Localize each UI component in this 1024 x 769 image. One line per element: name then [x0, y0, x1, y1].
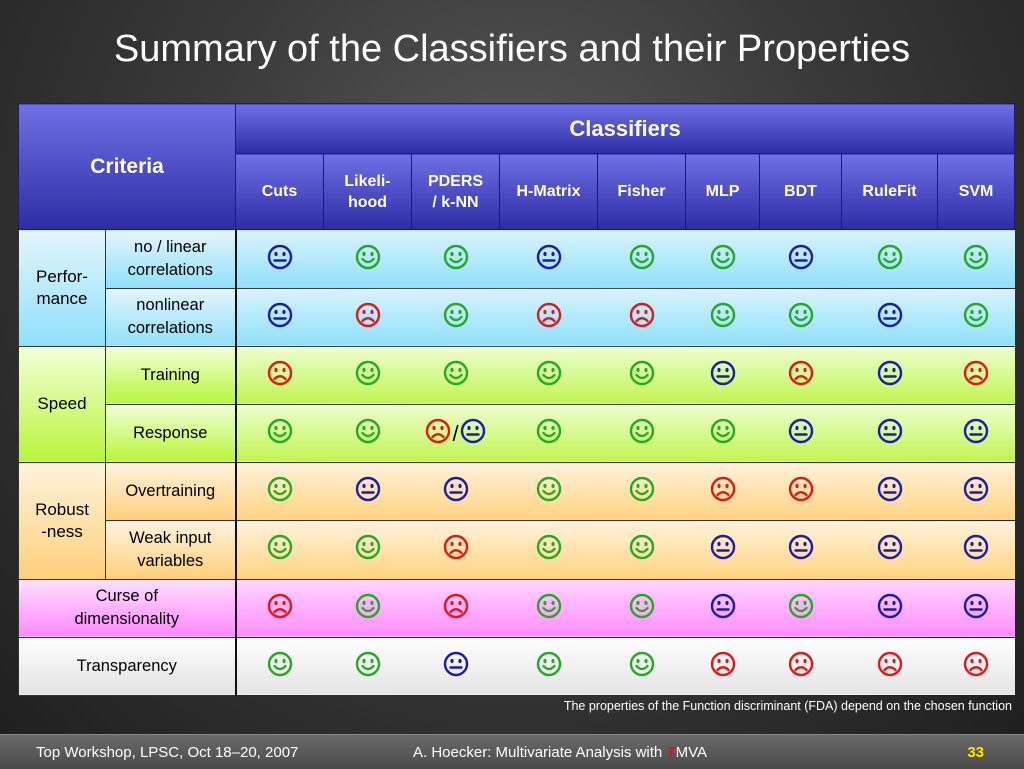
rating-cell [236, 346, 324, 404]
sad-face-icon [443, 534, 469, 565]
happy-face-icon [710, 244, 736, 275]
rating-cell [938, 463, 1015, 521]
rating-cell [842, 404, 938, 462]
rating-cell [500, 346, 598, 404]
rating-cell [236, 521, 324, 579]
rating-cell [760, 346, 842, 404]
rating-cell [324, 404, 412, 462]
rating-cell [412, 637, 500, 695]
rating-cell [760, 230, 842, 288]
classifier-header: PDERS / k-NN [412, 154, 500, 230]
neutral-face-icon [710, 534, 736, 565]
rating-cell [686, 288, 760, 346]
rating-cell [686, 521, 760, 579]
neutral-face-icon [963, 534, 989, 565]
happy-face-icon [629, 244, 655, 275]
sad-face-icon [788, 360, 814, 391]
happy-face-icon [629, 593, 655, 624]
rating-cell [236, 404, 324, 462]
happy-face-icon [443, 360, 469, 391]
rating-cell [938, 521, 1015, 579]
happy-face-icon [536, 593, 562, 624]
sad-face-icon [788, 476, 814, 507]
rating-cell [686, 579, 760, 637]
footer-event: Top Workshop, LPSC, Oct 18–20, 2007 [36, 744, 299, 761]
rating-cell [842, 346, 938, 404]
happy-face-icon [629, 651, 655, 682]
rating-cell [500, 463, 598, 521]
rating-cell [938, 346, 1015, 404]
rating-cell [324, 288, 412, 346]
rating-cell [760, 288, 842, 346]
footer-author-text: A. Hoecker: Multivariate Analysis with [413, 744, 667, 761]
rating-cell [686, 404, 760, 462]
page-title: Summary of the Classifiers and their Properties [113, 28, 911, 70]
classifier-header: BDT [760, 154, 842, 230]
happy-face-icon [788, 593, 814, 624]
neutral-face-icon [443, 651, 469, 682]
happy-face-icon [355, 593, 381, 624]
footer-brand-rest: MVA [675, 744, 708, 761]
rating-cell [842, 637, 938, 695]
rating-cell [412, 230, 500, 288]
classifier-header: RuleFit [842, 154, 938, 230]
criterion-row [19, 579, 1015, 637]
rating-cell [760, 404, 842, 462]
neutral-face-icon [963, 476, 989, 507]
rating-cell [236, 579, 324, 637]
rating-cell [938, 404, 1015, 462]
neutral-face-icon [877, 418, 903, 449]
classifier-header: Likeli- hood [324, 154, 412, 230]
happy-face-icon [536, 476, 562, 507]
rating-cell [412, 346, 500, 404]
neutral-face-icon [710, 360, 736, 391]
happy-face-icon [267, 418, 293, 449]
happy-face-icon [963, 244, 989, 275]
happy-face-icon [355, 534, 381, 565]
sad-face-icon [963, 360, 989, 391]
category-label: Speed [19, 346, 106, 462]
happy-face-icon [355, 418, 381, 449]
criterion-label: Transparency [19, 637, 236, 695]
rating-cell [324, 637, 412, 695]
rating-cell [412, 579, 500, 637]
rating-cell [842, 521, 938, 579]
rating-cell [324, 346, 412, 404]
happy-face-icon [629, 534, 655, 565]
rating-cell [500, 404, 598, 462]
classifier-header: Fisher [598, 154, 686, 230]
classifier-header: H-Matrix [500, 154, 598, 230]
category-label: Robust -ness [19, 463, 106, 579]
rating-cell [842, 288, 938, 346]
neutral-face-icon [267, 302, 293, 333]
happy-face-icon [710, 418, 736, 449]
happy-face-icon [267, 534, 293, 565]
rating-cell [760, 521, 842, 579]
rating-cell [598, 521, 686, 579]
sad-face-icon [267, 360, 293, 391]
sad-face-icon [788, 651, 814, 682]
sad-face-icon [877, 651, 903, 682]
page-number: 33 [967, 744, 984, 761]
neutral-face-icon [355, 476, 381, 507]
rating-cell [598, 346, 686, 404]
neutral-face-icon [963, 593, 989, 624]
criterion-row [19, 521, 1015, 579]
sad-face-icon [536, 302, 562, 333]
rating-cell [938, 288, 1015, 346]
rating-cell [500, 637, 598, 695]
happy-face-icon [877, 244, 903, 275]
sad-face-icon [963, 651, 989, 682]
rating-cell [842, 230, 938, 288]
criterion-row [19, 230, 1015, 288]
neutral-face-icon [788, 534, 814, 565]
rating-cell [938, 579, 1015, 637]
rating-cell [686, 463, 760, 521]
neutral-face-icon [788, 418, 814, 449]
sad-face-icon [443, 593, 469, 624]
rating-cell [324, 463, 412, 521]
happy-face-icon [355, 244, 381, 275]
sad-face-icon [710, 476, 736, 507]
criterion-row [19, 637, 1015, 695]
neutral-face-icon [877, 302, 903, 333]
neutral-face-icon [877, 360, 903, 391]
rating-cell [938, 637, 1015, 695]
rating-cell [760, 637, 842, 695]
rating-cell [412, 463, 500, 521]
rating-cell [236, 463, 324, 521]
happy-face-icon [536, 534, 562, 565]
criterion-label: Curse of dimensionality [19, 579, 236, 637]
happy-face-icon [629, 476, 655, 507]
rating-separator: / [452, 420, 459, 446]
rating-cell [598, 288, 686, 346]
neutral-face-icon [536, 244, 562, 275]
happy-face-icon [267, 651, 293, 682]
rating-cell [324, 230, 412, 288]
rating-cell [412, 404, 500, 462]
rating-cell [236, 637, 324, 695]
rating-cell [686, 346, 760, 404]
rating-cell [324, 521, 412, 579]
sad-face-icon [710, 651, 736, 682]
neutral-face-icon [267, 244, 293, 275]
rating-cell [842, 579, 938, 637]
neutral-face-icon [788, 244, 814, 275]
neutral-face-icon [710, 593, 736, 624]
fda-footnote: The properties of the Function discriminant (FDA) depend on the chosen function [563, 699, 1012, 713]
rating-cell [412, 521, 500, 579]
neutral-face-icon [877, 534, 903, 565]
happy-face-icon [267, 476, 293, 507]
rating-cell [760, 579, 842, 637]
rating-cell [500, 230, 598, 288]
classifier-header: Cuts [236, 154, 324, 230]
criterion-row [19, 404, 1015, 462]
happy-face-icon [355, 651, 381, 682]
rating-cell [412, 288, 500, 346]
criterion-row [19, 346, 1015, 404]
rating-cell [938, 230, 1015, 288]
rating-cell [500, 521, 598, 579]
happy-face-icon [710, 302, 736, 333]
rating-cell [842, 463, 938, 521]
happy-face-icon [355, 360, 381, 391]
footer-author [413, 744, 707, 761]
sad-face-icon [629, 302, 655, 333]
criterion-label: Response [106, 404, 236, 462]
rating-cell [686, 230, 760, 288]
criterion-row [19, 463, 1015, 521]
rating-cell [236, 288, 324, 346]
neutral-face-icon [963, 418, 989, 449]
happy-face-icon [443, 244, 469, 275]
criterion-label: Training [106, 346, 236, 404]
rating-cell [324, 579, 412, 637]
happy-face-icon [536, 651, 562, 682]
criterion-label: no / linear correlations [106, 230, 236, 288]
happy-face-icon [443, 302, 469, 333]
rating-cell [236, 230, 324, 288]
criterion-row [19, 288, 1015, 346]
footer-bar [0, 734, 1024, 769]
classifier-header: MLP [686, 154, 760, 230]
classifier-header: SVM [938, 154, 1015, 230]
criteria-header: Criteria [19, 104, 236, 230]
criterion-label: Weak input variables [106, 521, 236, 579]
happy-face-icon [536, 360, 562, 391]
neutral-face-icon [877, 476, 903, 507]
rating-cell [760, 463, 842, 521]
category-label: Perfor- mance [19, 230, 106, 346]
neutral-face-icon [443, 476, 469, 507]
sad-face-icon [267, 593, 293, 624]
rating-cell [500, 579, 598, 637]
classifier-summary-table [18, 103, 1015, 696]
criterion-label: Overtraining [106, 463, 236, 521]
neutral-face-icon [460, 418, 486, 449]
happy-face-icon [788, 302, 814, 333]
rating-cell [598, 230, 686, 288]
rating-cell [598, 404, 686, 462]
rating-cell [598, 463, 686, 521]
rating-cell [686, 637, 760, 695]
happy-face-icon [963, 302, 989, 333]
classifiers-header: Classifiers [236, 104, 1015, 154]
rating-cell [598, 579, 686, 637]
rating-cell [598, 637, 686, 695]
happy-face-icon [536, 418, 562, 449]
happy-face-icon [629, 360, 655, 391]
rating-cell [500, 288, 598, 346]
happy-face-icon [629, 418, 655, 449]
criterion-label: nonlinear correlations [106, 288, 236, 346]
sad-face-icon [355, 302, 381, 333]
footer-brand-t: T [666, 744, 676, 761]
neutral-face-icon [877, 593, 903, 624]
sad-face-icon [425, 418, 451, 449]
